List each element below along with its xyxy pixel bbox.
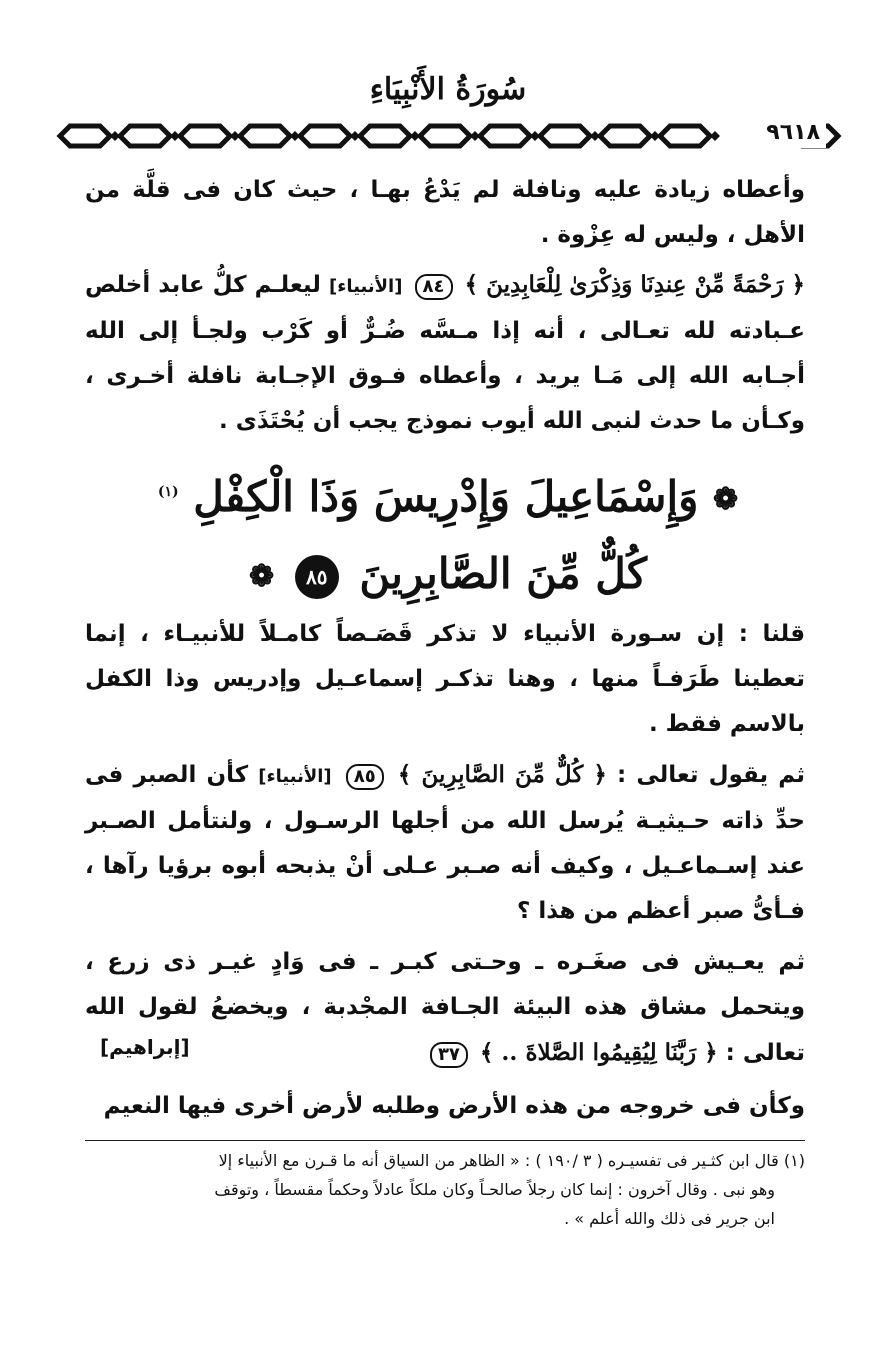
paragraph-5	[85, 940, 805, 1076]
quran-quote: ﴿ كُلٌّ مِّنَ الصَّابِرِينَ ﴾	[397, 761, 607, 788]
verse-line-1-text: وَإِسْمَاعِيلَ وَإِدْرِيسَ وَذَا الْكِفْلِ	[193, 472, 699, 521]
ornament-flower-icon: ❁	[713, 482, 739, 517]
footnote-marker: (١)	[157, 484, 179, 500]
paragraph-text: وأعطاه زيادة عليه ونافلة لم يَدْعُ بهـا ، حيث كان فى قلَّة من الأهل ، وليس له عِزْوة .	[85, 177, 805, 248]
surah-reference-tag: [إبراهيم]	[100, 1035, 190, 1059]
ayah-number-badge: ٣٧	[430, 1042, 468, 1068]
footnote-line-2: وهو نبى . وقال آخرون : إنما كان رجلاً صالحـاً وكان ملكاً عادلاً وحكماً مقسطاً ، وتوقف	[214, 1180, 775, 1199]
paragraph-text: قلنا : إن سـورة الأنبياء لا تذكر قَصَـصاً كامـلاً للأنبيـاء ، إنما تعطينا طَرَفـاً منها ، وهنا تذكـر إسماعـيل وإدريس وذا الكفل بالاسم فقط .	[85, 621, 805, 737]
paragraph-2-content	[85, 262, 805, 444]
ayah-number-medallion: ٨٥	[295, 555, 339, 599]
ornament-flower-icon: ❁	[248, 559, 275, 594]
quran-quote: ﴿ رَحْمَةً مِّنْ عِندِنَا وَذِكْرَىٰ لِلْعَابِدِينَ ﴾	[464, 271, 806, 298]
verse-block	[0, 455, 896, 614]
verse-line-2	[0, 537, 896, 614]
surah-reference: [الأنبياء]	[329, 276, 403, 297]
paragraph-3	[85, 612, 805, 747]
paragraph-2	[85, 262, 805, 444]
surah-title: سُورَةُ الأَنْبِيَاءِ	[369, 72, 527, 107]
paragraph-text: كأن الصبر فى حدِّ ذاته حـيثيـة يُرسل الله من أجلها الرسـول ، ولنتأمل الصـبر عند إسـماعـيل ، وكيف أنه صـبر عـلى أنْ يذبحه أبوه برؤيا رآها ، فـأىُّ صبر أعظم من هذا ؟	[85, 762, 805, 924]
paragraph-5-content	[85, 940, 805, 1076]
footnotes	[85, 1146, 805, 1233]
paragraph-text: وكأن فى خروجه من هذه الأرض وطلبه لأرض أخرى فيها النعيم	[103, 1093, 805, 1119]
paragraph-lead: ثم يقول تعالى :	[617, 762, 805, 788]
page-number: ٩٦١٨	[760, 118, 826, 148]
footnote-line-1: (١) قال ابن كثـير فى تفسيـره ( ٣ /١٩٠ ) : « الظاهر من السياق أنه ما قـرن مع الأنبياء إلا	[218, 1151, 805, 1170]
paragraph-text: ليعلـم كلُّ عابد أخلص عـبادته لله تعـالى ، أنه إذا مـسَّه ضُـرٌّ أو كَرْب ولجـأ إلى الله أجـابه الله إلى مَـا يريد ، وأعطاه فـوق الإجـابة نافلة أخـرى ، وكـأن ما حدث لنبى الله أيوب نموذج يجب أن يُحْتَذَى .	[85, 272, 805, 434]
header-ornament	[52, 118, 842, 154]
surah-reference: [الأنبياء]	[258, 766, 332, 787]
paragraph-4	[85, 752, 805, 934]
paragraph-4-content	[85, 752, 805, 934]
ayah-number-badge: ٨٥	[346, 764, 384, 790]
quran-quote: ﴿ رَبَّنَا لِيُقِيمُوا الصَّلاةَ .. ﴾	[479, 1039, 718, 1066]
paragraph-text: ثم يعـيش فى صغَـره ـ وحـتى كبـر ـ فى وَادٍ غيـر ذى زرع ، ويتحمل مشاق هذه البيئة الجـافة المجْدبة ، ويخضعُ لقول الله تعالى :	[85, 949, 805, 1066]
paragraph-6	[85, 1084, 805, 1129]
paragraph-1	[85, 168, 805, 258]
ayah-number-badge: ٨٤	[415, 274, 453, 300]
verse-line-1	[0, 455, 896, 537]
footnote-divider	[85, 1140, 805, 1141]
footnote-line-3: ابن جرير فى ذلك والله أعلم » .	[564, 1209, 775, 1228]
verse-line-2-text: كُلٌّ مِّنَ الصَّابِرِينَ	[359, 549, 648, 598]
